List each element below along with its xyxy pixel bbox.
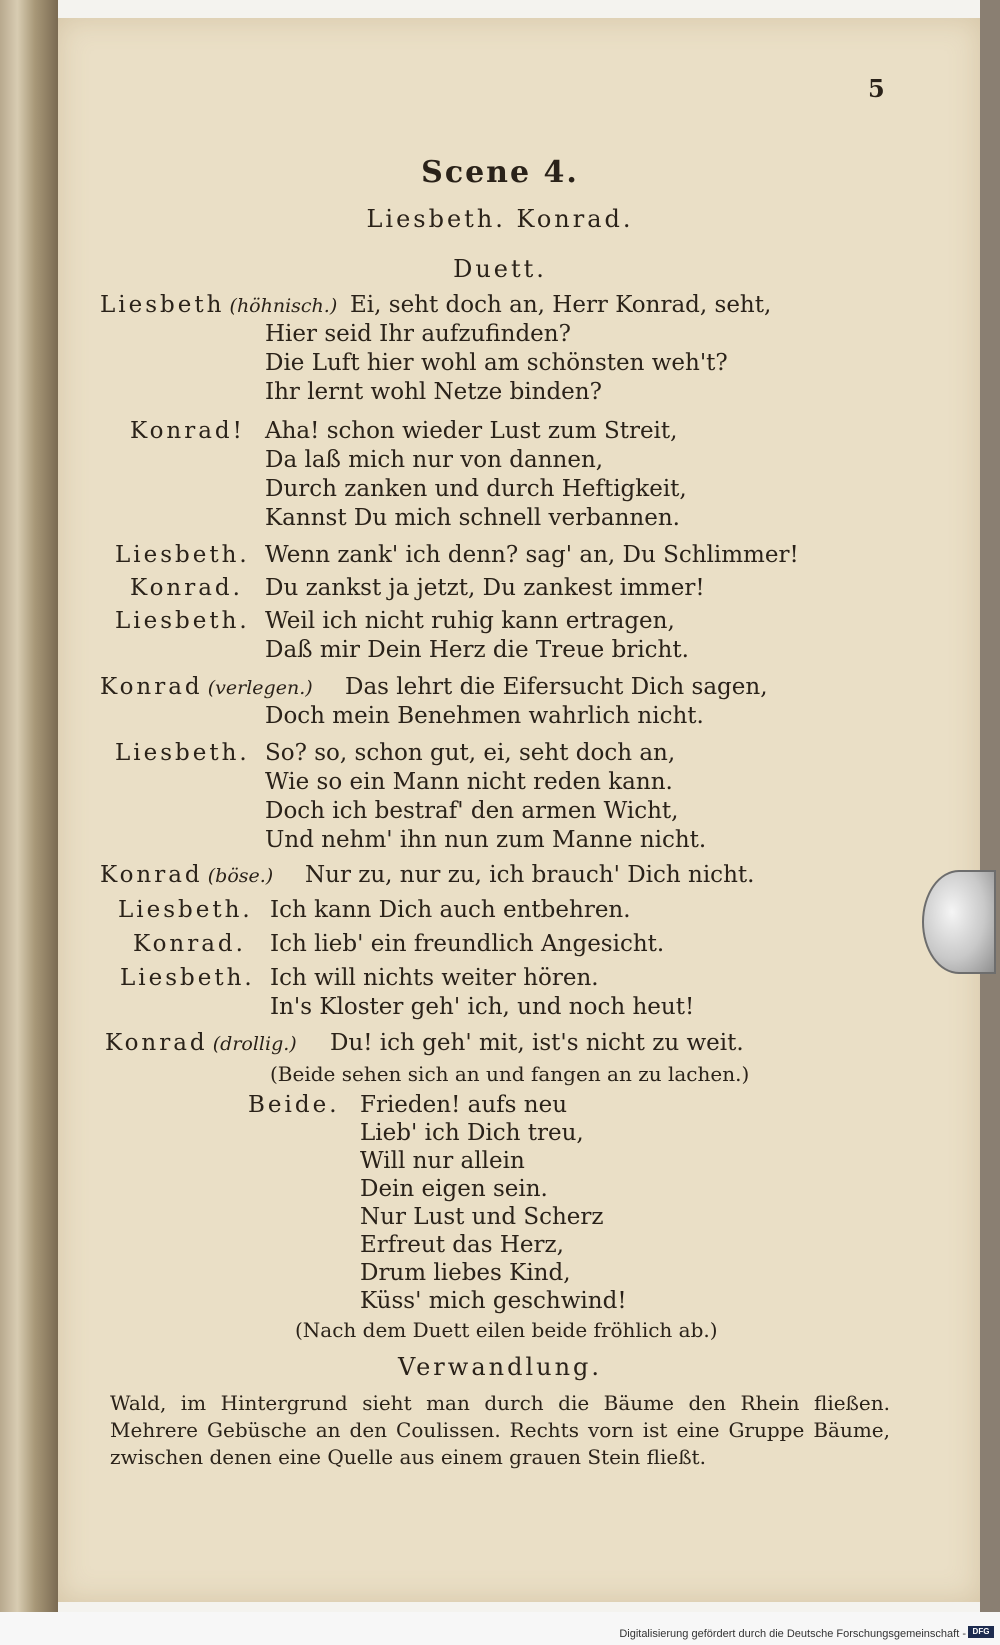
speaker-name: Konrad bbox=[100, 862, 203, 888]
page-number: 5 bbox=[868, 74, 885, 103]
speaker-block bbox=[100, 862, 273, 888]
verse-line: Da laß mich nur von dannen, bbox=[265, 447, 604, 473]
stage-direction: (drollig.) bbox=[212, 1033, 297, 1055]
verse-line: Aha! schon wieder Lust zum Streit, bbox=[265, 418, 678, 444]
stage-direction: (Nach dem Duett eilen beide fröhlich ab.) bbox=[295, 1318, 718, 1342]
stage-direction: (verlegen.) bbox=[207, 677, 313, 699]
verse-line: Das lehrt die Eifersucht Dich sagen, bbox=[345, 674, 768, 700]
verse-line: Kannst Du mich schnell verbannen. bbox=[265, 505, 680, 531]
verse-line: Weil ich nicht ruhig kann ertragen, bbox=[265, 608, 675, 634]
verse-line: Will nur allein bbox=[360, 1148, 525, 1174]
characters-line: Liesbeth. Konrad. bbox=[366, 205, 634, 233]
setting-description: Wald, im Hintergrund sieht man durch die Bäume den Rhein fließen. Mehrere Gebüsche an den Coulissen. Rechts vorn ist eine Gruppe Bäume, zwischen denen eine Quelle aus einem grauen Stein fließt. bbox=[110, 1391, 890, 1469]
verse-line: So? so, schon gut, ei, seht doch an, bbox=[265, 740, 676, 766]
scene-change-title: Verwandlung. bbox=[397, 1353, 603, 1381]
verse-line: Die Luft hier wohl am schönsten weh't? bbox=[265, 350, 728, 376]
verse-line: Ich kann Dich auch entbehren. bbox=[270, 897, 631, 923]
speaker-name: Beide. bbox=[248, 1092, 340, 1118]
verse-line: Du! ich geh' mit, ist's nicht zu weit. bbox=[330, 1030, 744, 1056]
verse-line: Und nehm' ihn nun zum Manne nicht. bbox=[265, 827, 707, 853]
verse-line: Küss' mich geschwind! bbox=[360, 1288, 627, 1314]
dfg-logo: DFG bbox=[968, 1626, 994, 1638]
verse-line: Nur zu, nur zu, ich brauch' Dich nicht. bbox=[305, 862, 755, 888]
speaker-name: Konrad bbox=[100, 674, 203, 700]
verse-line: Ich will nichts weiter hören. bbox=[270, 965, 599, 991]
verse-line: Erfreut das Herz, bbox=[360, 1232, 564, 1258]
verse-line: Ich lieb' ein freundlich Angesicht. bbox=[270, 931, 665, 957]
page-clip bbox=[922, 870, 996, 974]
speaker-block bbox=[100, 674, 313, 700]
stage-direction: (Beide sehen sich an und fangen an zu lachen.) bbox=[270, 1062, 750, 1086]
speaker-name: Konrad bbox=[105, 1030, 208, 1056]
verse-line: Dein eigen sein. bbox=[360, 1176, 548, 1202]
verse-line: Lieb' ich Dich treu, bbox=[360, 1120, 584, 1146]
verse-line: Daß mir Dein Herz die Treue bricht. bbox=[265, 637, 689, 663]
verse-line: Durch zanken und durch Heftigkeit, bbox=[265, 476, 687, 502]
verse-line: Frieden! aufs neu bbox=[360, 1092, 568, 1118]
speaker-name: Liesbeth. bbox=[115, 608, 250, 634]
speaker-block bbox=[105, 1030, 297, 1056]
speaker-block bbox=[100, 292, 337, 318]
verse-line: Drum liebes Kind, bbox=[360, 1260, 571, 1286]
stage-direction: (böse.) bbox=[207, 865, 274, 887]
verse-line: Doch ich bestraf' den armen Wicht, bbox=[265, 798, 679, 824]
footer-text: Digitalisierung gefördert durch die Deutsche Forschungsgemeinschaft - bbox=[619, 1628, 966, 1640]
section-title: Duett. bbox=[453, 255, 547, 283]
speaker-name: Liesbeth. bbox=[115, 542, 250, 568]
verse-line: Ei, seht doch an, Herr Konrad, seht, bbox=[350, 292, 772, 318]
verse-line: Du zankst ja jetzt, Du zankest immer! bbox=[265, 575, 705, 601]
verse-line: Wie so ein Mann nicht reden kann. bbox=[265, 769, 673, 795]
verse-line: Ihr lernt wohl Netze binden? bbox=[265, 379, 602, 405]
speaker-name: Liesbeth. bbox=[115, 740, 250, 766]
scene-title: Scene 4. bbox=[421, 155, 579, 190]
verse-line: Wenn zank' ich denn? sag' an, Du Schlimmer! bbox=[265, 542, 799, 568]
speaker-name: Konrad. bbox=[133, 931, 246, 957]
verse-line: Nur Lust und Scherz bbox=[360, 1204, 604, 1230]
speaker-name: Konrad! bbox=[130, 418, 245, 444]
verse-line: In's Kloster geh' ich, und noch heut! bbox=[270, 994, 695, 1020]
speaker-name: Liesbeth. bbox=[120, 965, 255, 991]
verse-line: Doch mein Benehmen wahrlich nicht. bbox=[265, 703, 704, 729]
speaker-name: Konrad. bbox=[130, 575, 243, 601]
speaker-name: Liesbeth. bbox=[118, 897, 253, 923]
stage-direction: (höhnisch.) bbox=[229, 295, 338, 317]
verse-line: Hier seid Ihr aufzufinden? bbox=[265, 321, 571, 347]
speaker-name: Liesbeth bbox=[100, 292, 225, 318]
